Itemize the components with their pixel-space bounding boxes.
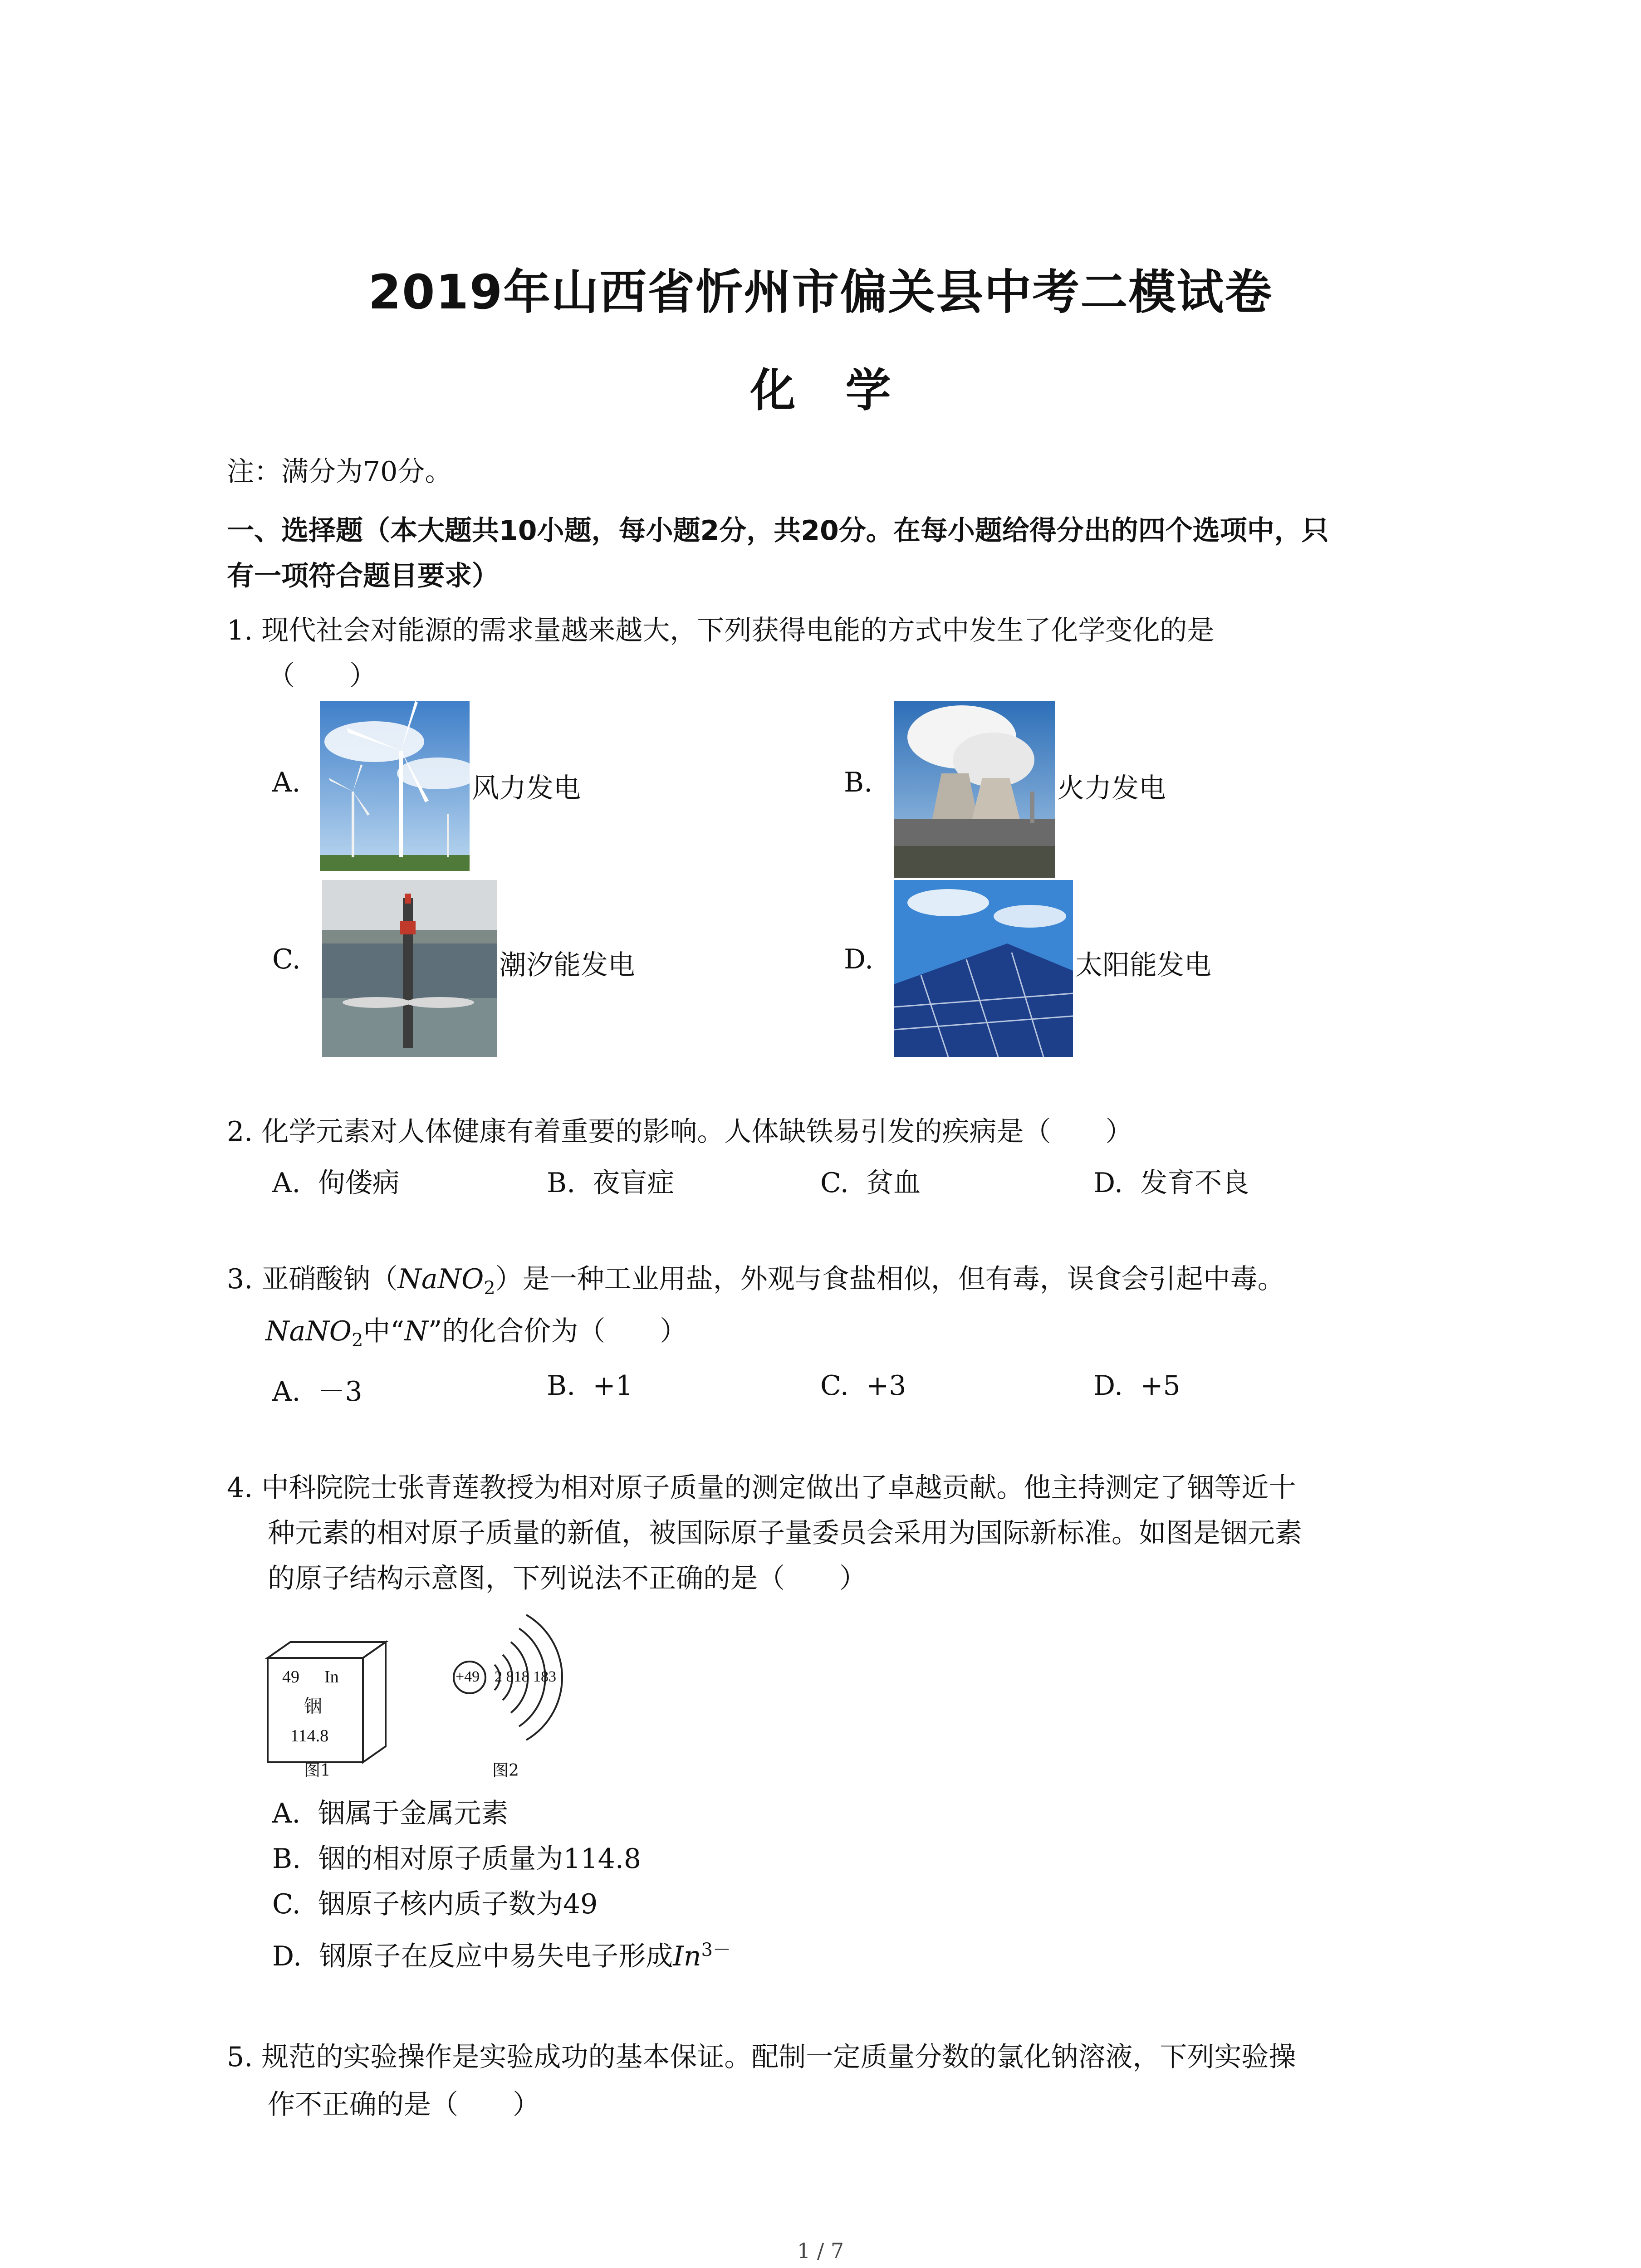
ion-charge: 3－ xyxy=(701,1940,731,1960)
q3-option-c xyxy=(820,1370,906,1402)
element-symbol: In xyxy=(324,1667,339,1686)
q1-option-a-text: 风力发电 xyxy=(472,772,581,804)
option-letter: C. xyxy=(820,1370,849,1402)
q1-option-a-letter: A. xyxy=(272,767,301,798)
option-text: +3 xyxy=(866,1370,906,1402)
q1-option-b-letter: B. xyxy=(844,767,873,798)
q4-stem-line2: 种元素的相对原子质量的新值，被国际原子量委员会采用为国际新标准。如图是铟元素 xyxy=(268,1517,1302,1549)
q3-formula-sub: 2 xyxy=(351,1330,363,1351)
q4-option-d xyxy=(272,1935,731,1974)
solar-panel-photo xyxy=(894,880,1073,1057)
element-cell-figure xyxy=(254,1633,395,1774)
q4-option-c xyxy=(272,1882,598,1921)
electron-shells: 2 818 183 xyxy=(495,1668,556,1685)
q4-option-b xyxy=(272,1837,641,1876)
page-number: 1 / 7 xyxy=(797,2239,844,2263)
q3-stem-part2: ）是一种工业用盐，外观与食盐相似，但有毒，误食会引起中毒。 xyxy=(495,1263,1285,1295)
option-letter: A. xyxy=(272,1376,301,1408)
subject-title: 化学 xyxy=(750,364,941,417)
option-text: 钢原子在反应中易失电子形成 xyxy=(319,1941,673,1972)
option-letter: B. xyxy=(272,1843,301,1875)
option-text: 铟的相对原子质量为114.8 xyxy=(318,1843,642,1875)
q5-stem-line2: 作不正确的是（ ） xyxy=(268,2089,540,2121)
option-letter: C. xyxy=(820,1167,849,1199)
q1-option-d-letter: D. xyxy=(844,943,874,975)
tidal-power-photo xyxy=(322,880,497,1057)
q3-formula: NaNO xyxy=(397,1263,484,1295)
q3-stem xyxy=(227,1261,1285,1306)
q3-formula: NaNO xyxy=(265,1315,352,1347)
q3-option-a xyxy=(272,1370,362,1409)
q2-option-c xyxy=(820,1161,921,1200)
q2-option-a xyxy=(272,1161,400,1200)
q4-stem-line1: 4. 中科院院士张青莲教授为相对原子质量的测定做出了卓越贡献。他主持测定了铟等近十 xyxy=(227,1472,1296,1504)
option-text: 铟原子核内质子数为49 xyxy=(318,1888,598,1920)
q2-option-b xyxy=(547,1161,674,1200)
figure1-caption: 图1 xyxy=(304,1761,331,1780)
nucleus-charge: +49 xyxy=(456,1668,480,1685)
q2-option-d xyxy=(1093,1161,1249,1200)
wind-turbine-photo xyxy=(320,701,470,871)
atomic-number: 49 xyxy=(282,1667,299,1686)
option-letter: B. xyxy=(547,1370,576,1402)
option-text: 铟属于金属元素 xyxy=(318,1798,509,1829)
q1-option-d-text: 太阳能发电 xyxy=(1075,949,1211,981)
figure2-caption: 图2 xyxy=(492,1761,519,1780)
q3-line2-part2: ”的化合价为（ ） xyxy=(428,1315,687,1347)
option-text: 夜盲症 xyxy=(593,1167,675,1199)
page-title: 2019年山西省忻州市偏关县中考二模试卷 xyxy=(368,264,1273,320)
q3-line2-part1: 中“ xyxy=(363,1315,405,1347)
option-letter: C. xyxy=(272,1888,301,1920)
q3-stem-part1: 3. 亚硝酸钠（ xyxy=(227,1263,398,1295)
q1-option-c-text: 潮汐能发电 xyxy=(499,949,635,981)
q3-option-d xyxy=(1093,1370,1181,1402)
option-text: －3 xyxy=(318,1376,362,1408)
q5-stem-line1: 5. 规范的实验操作是实验成功的基本保证。配制一定质量分数的氯化钠溶液，下列实验操 xyxy=(227,2041,1296,2073)
q3-option-b xyxy=(547,1370,633,1402)
q3-formula-sub: 2 xyxy=(484,1278,495,1299)
atomic-structure-figure xyxy=(449,1601,585,1755)
thermal-power-plant-photo xyxy=(894,701,1055,878)
q3-element-n: N xyxy=(404,1315,428,1347)
option-letter: A. xyxy=(272,1798,301,1829)
option-text: 贫血 xyxy=(866,1167,921,1199)
option-letter: D. xyxy=(272,1941,302,1972)
q1-option-b-text: 火力发电 xyxy=(1057,772,1166,804)
section-heading-line2: 有一项符合题目要求） xyxy=(227,560,499,592)
ion-formula: In xyxy=(673,1941,701,1972)
option-letter: A. xyxy=(272,1167,301,1199)
option-letter: B. xyxy=(547,1167,576,1199)
q1-option-c-letter: C. xyxy=(272,943,301,975)
option-text: 佝偻病 xyxy=(318,1167,400,1199)
option-letter: D. xyxy=(1093,1167,1123,1199)
q1-paren: （ ） xyxy=(268,660,377,692)
element-name: 铟 xyxy=(304,1696,322,1717)
q1-stem: 1. 现代社会对能源的需求量越来越大，下列获得电能的方式中发生了化学变化的是 xyxy=(227,615,1215,646)
q4-stem-line3: 的原子结构示意图，下列说法不正确的是（ ） xyxy=(268,1563,867,1594)
option-text: +5 xyxy=(1140,1370,1181,1402)
score-note: 注：满分为70分。 xyxy=(227,456,452,488)
option-text: +1 xyxy=(593,1370,633,1402)
atomic-mass: 114.8 xyxy=(290,1726,329,1745)
q2-stem: 2. 化学元素对人体健康有着重要的影响。人体缺铁易引发的疾病是（ ） xyxy=(227,1116,1133,1148)
q4-option-a xyxy=(272,1792,509,1831)
option-text: 发育不良 xyxy=(1140,1167,1249,1199)
q3-stem-line2 xyxy=(265,1313,687,1359)
section-heading-line1: 一、选择题（本大题共10小题，每小题2分，共20分。在每小题给得分出的四个选项中，只 xyxy=(227,515,1329,547)
option-letter: D. xyxy=(1093,1370,1123,1402)
